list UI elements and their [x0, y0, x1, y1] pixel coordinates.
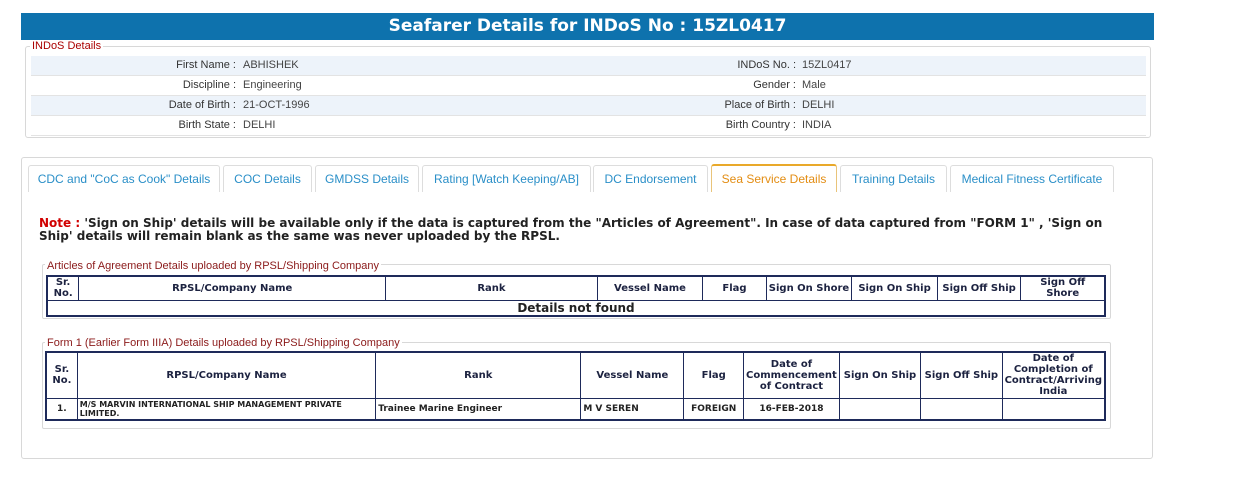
col-header: Rank: [386, 276, 597, 300]
tab-gmdss-details[interactable]: GMDSS Details: [315, 165, 419, 192]
table-header-row: [46, 352, 1105, 398]
table-header-row: [47, 276, 1105, 300]
tab-sea-service-details[interactable]: Sea Service Details: [711, 164, 837, 192]
col-header: Flag: [703, 276, 766, 300]
tab-dc-endorsement[interactable]: DC Endorsement: [593, 165, 708, 192]
note-body: 'Sign on Ship' details will be available only if the data is captured from the "Articles of Agreement". In case of data captured from "FORM 1" , 'Sign on Ship' details will remain blank as the same was never uploaded by the RPSL.: [39, 216, 1103, 243]
col-header: Sign Off Ship: [937, 276, 1021, 300]
tab-rating-watch-keeping[interactable]: Rating [Watch Keeping/AB]: [422, 165, 591, 192]
col-header: Date of Commencement of Contract: [744, 352, 840, 398]
info-row: [31, 96, 1146, 116]
col-header: Sign Off Shore: [1021, 276, 1105, 300]
birth-country-value: INDIA: [802, 119, 832, 131]
info-row: [31, 76, 1146, 96]
indos-no-label: INDoS No. :: [737, 59, 796, 71]
cell-company-name: M/S MARVIN INTERNATIONAL SHIP MANAGEMENT PRIVATE LIMITED.: [77, 398, 375, 420]
tab-medical-fitness-certificate[interactable]: Medical Fitness Certificate: [950, 165, 1114, 192]
cell-rank: Trainee Marine Engineer: [376, 398, 581, 420]
tab-coc-details[interactable]: COC Details: [223, 165, 312, 192]
articles-legend: Articles of Agreement Details uploaded by RPSL/Shipping Company: [47, 260, 380, 272]
articles-table: [46, 275, 1106, 317]
page-title: Seafarer Details for INDoS No : 15ZL0417: [21, 13, 1154, 40]
col-header: Rank: [376, 352, 581, 398]
col-header: Sign On Ship: [839, 352, 920, 398]
indos-no-value: 15ZL0417: [802, 59, 852, 71]
tab-cdc-details[interactable]: CDC and "CoC as Cook" Details: [28, 165, 220, 192]
birth-country-label: Birth Country :: [725, 119, 796, 131]
cell-date-commencement: 16-FEB-2018: [744, 398, 840, 420]
form1-table: [45, 351, 1106, 421]
first-name-value: ABHISHEK: [243, 59, 299, 71]
col-header: Sign Off Ship: [921, 352, 1002, 398]
info-row: [31, 56, 1146, 76]
discipline-label: Discipline :: [182, 79, 236, 91]
place-of-birth-label: Place of Birth :: [724, 99, 796, 111]
col-header: Vessel Name: [581, 352, 684, 398]
place-of-birth-value: DELHI: [802, 99, 835, 111]
cell-vessel-name: M V SEREN: [581, 398, 684, 420]
cell-sign-on-ship: [839, 398, 920, 420]
table-row: [47, 300, 1105, 316]
form1-legend: Form 1 (Earlier Form IIIA) Details uploaded by RPSL/Shipping Company: [47, 337, 400, 349]
col-header: Flag: [684, 352, 744, 398]
cell-date-completion: [1002, 398, 1105, 420]
indos-details-legend: INDoS Details: [32, 40, 102, 52]
col-header: RPSL/Company Name: [77, 352, 375, 398]
note-label: Note :: [39, 216, 81, 230]
info-row: [31, 116, 1146, 136]
birth-state-label: Birth State :: [178, 119, 236, 131]
col-header: Sign On Shore: [766, 276, 852, 300]
col-header: Date of Completion of Contract/Arriving India: [1002, 352, 1105, 398]
birth-state-value: DELHI: [243, 119, 276, 131]
first-name-label: First Name :: [176, 59, 236, 71]
dob-value: 21-OCT-1996: [243, 99, 310, 111]
col-header: Sr. No.: [47, 276, 79, 300]
dob-label: Date of Birth :: [168, 99, 236, 111]
indos-details-panel: [25, 46, 1151, 138]
tab-training-details[interactable]: Training Details: [840, 165, 947, 192]
gender-value: Male: [802, 79, 826, 91]
discipline-value: Engineering: [243, 79, 302, 91]
cell-sr-no: 1.: [46, 398, 77, 420]
table-row: [46, 398, 1105, 420]
col-header: Vessel Name: [597, 276, 703, 300]
empty-message: Details not found: [47, 300, 1105, 316]
gender-label: Gender :: [753, 79, 796, 91]
note-text: [39, 217, 1119, 243]
col-header: Sign On Ship: [852, 276, 938, 300]
cell-flag: FOREIGN: [684, 398, 744, 420]
cell-sign-off-ship: [921, 398, 1002, 420]
col-header: Sr. No.: [46, 352, 77, 398]
col-header: RPSL/Company Name: [79, 276, 386, 300]
